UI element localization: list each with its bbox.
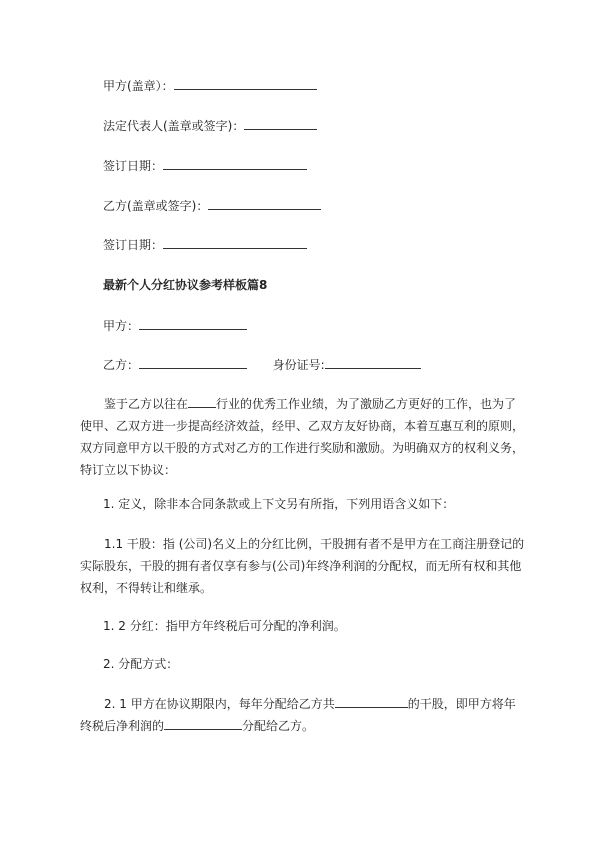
section-title: 最新个人分红协议参考样板篇8 [103,278,268,292]
party-b-blank [139,356,247,369]
signature-label: 签订日期： [103,238,164,252]
definition-1-1: 1.1 干股：指 (公司)名义上的分红比例，干股拥有者不是甲方在工商注册登记的实际股东，干股的拥有者仅享有参与(公司)年终净利润的分配权，而无所有权和其他权利，不得转让和继承。 [80,537,525,595]
signature-legal-rep [103,117,317,134]
intro-paragraph [80,393,527,481]
signature-blank [208,197,321,210]
definition-heading: 1. 定义，除非本合同条款或上下文另有所指，下列用语含义如下： [103,497,455,511]
section-2-1 [80,693,527,737]
signature-party-a [103,77,317,94]
signature-label: 签订日期： [103,159,164,173]
party-a-label: 甲方： [103,319,140,333]
sec-2-1-text-b: 的干股，即甲方将年终税后净利润的 [80,697,516,733]
share-blank [335,695,408,708]
sec-2-1-text-a: 2. 1 甲方在协议期限内，每年分配给乙方共 [104,697,335,711]
party-b-label: 乙方： [103,358,140,372]
party-a-blank [139,317,247,330]
party-b-line [103,356,421,373]
signature-date-2 [103,236,307,253]
sec-2-1-text-c: 分配给乙方。 [242,719,315,733]
industry-blank [188,395,216,408]
signature-date-1 [103,157,307,174]
party-a-line [103,317,247,334]
definition-1-2: 1. 2 分红：指甲方年终税后可分配的净利润。 [103,619,346,633]
intro-text: 鉴于乙方以往在 [104,397,189,411]
id-number-blank [325,356,421,369]
section-2-heading: 2. 分配方式： [103,657,179,671]
id-number-label: 身份证号: [272,358,325,372]
intro-text-cont: 行业的优秀工作业绩，为了激励乙方更好的工作，也为了使甲、乙双方进一步提高经济效益，经甲、乙双方友好协商，本着互惠互利的原则，双方同意甲方以干股的方式对乙方的工作进行奖励和激励。为明确双方的权利义务，特订立以下协议： [80,397,525,477]
signature-label: 法定代表人(盖章或签字)： [103,119,245,133]
signature-label: 乙方(盖章或签字)： [103,199,209,213]
signature-party-b [103,197,321,214]
signature-blank [244,117,317,130]
signature-label: 甲方(盖章）： [103,79,174,93]
signature-blank [174,77,317,90]
ratio-blank [164,717,242,730]
signature-blank [163,236,307,249]
signature-blank [163,157,307,170]
